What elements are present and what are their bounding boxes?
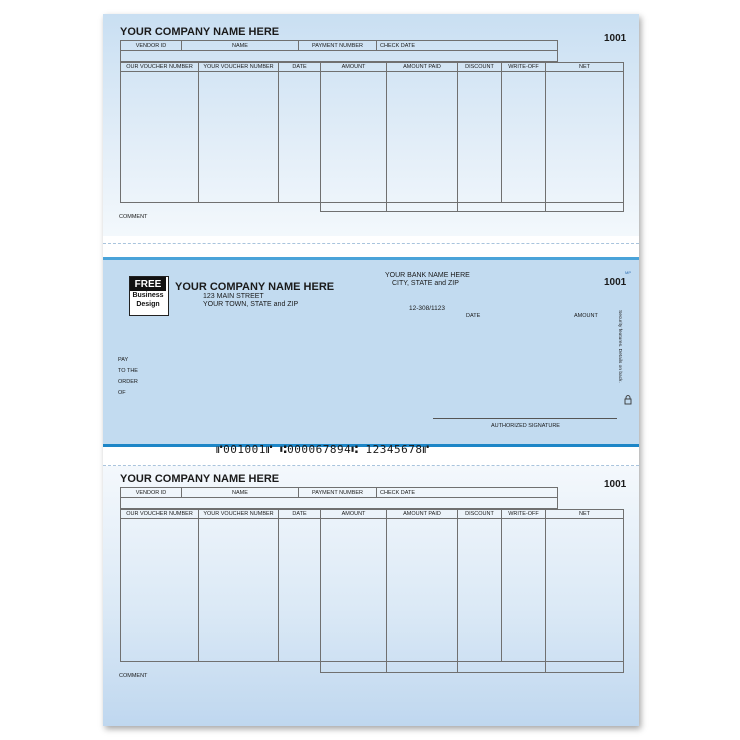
bottom-totals-divider-1 <box>386 661 458 673</box>
comment-label: COMMENT <box>119 214 148 220</box>
col-discount <box>457 71 502 203</box>
col-header-date: DATE <box>278 62 321 72</box>
address-line-1: 123 MAIN STREET <box>203 293 264 300</box>
logo-free-text: FREE <box>130 277 166 291</box>
bottom-col-header-date: DATE <box>278 509 321 519</box>
top-perforation <box>103 243 639 244</box>
col-header-your-voucher: YOUR VOUCHER NUMBER <box>198 62 279 72</box>
bank-name: YOUR BANK NAME HERE <box>385 272 470 279</box>
bottom-col-header-amount-paid: AMOUNT PAID <box>386 509 458 519</box>
bottom-col-write-off <box>501 518 546 662</box>
bottom-payment-number-label: PAYMENT NUMBER <box>298 487 377 498</box>
vendor-id-label: VENDOR ID <box>120 40 182 51</box>
micr-line: ⑈001001⑈ ⑆000067894⑆ 12345678⑈ <box>216 443 430 456</box>
bottom-totals-divider-3 <box>545 661 624 673</box>
check-number: 1001 <box>604 277 627 288</box>
bottom-col-date <box>278 518 321 662</box>
bottom-stub-check-number: 1001 <box>604 479 627 490</box>
logo-design-text: Design <box>136 301 160 308</box>
bottom-col-amount <box>320 518 387 662</box>
routing-fraction: 12-308/1123 <box>409 305 446 312</box>
payment-number-label: PAYMENT NUMBER <box>298 40 377 51</box>
col-our-voucher <box>120 71 199 203</box>
bottom-totals-divider-2 <box>457 661 546 673</box>
bottom-col-header-write-off: WRITE-OFF <box>501 509 546 519</box>
col-header-write-off: WRITE-OFF <box>501 62 546 72</box>
lock-icon <box>624 392 632 402</box>
col-amount <box>320 71 387 203</box>
bottom-col-your-voucher <box>198 518 279 662</box>
totals-divider-3 <box>545 202 624 212</box>
order-label: ORDER <box>118 379 138 385</box>
col-header-amount: AMOUNT <box>320 62 387 72</box>
address-line-2: YOUR TOWN, STATE and ZIP <box>203 301 299 308</box>
check-company-name: YOUR COMPANY NAME HERE <box>175 281 335 293</box>
check-body <box>103 260 639 444</box>
stub-field-values-row <box>120 50 558 62</box>
col-header-amount-paid: AMOUNT PAID <box>386 62 458 72</box>
col-header-net: NET <box>545 62 624 72</box>
to-the-label: TO THE <box>118 368 138 374</box>
free-business-design-logo <box>129 276 169 316</box>
date-label: DATE <box>466 313 481 319</box>
of-label: OF <box>118 390 126 396</box>
bottom-stub <box>103 466 639 726</box>
bottom-comment-label: COMMENT <box>119 673 148 679</box>
bottom-vendor-id-label: VENDOR ID <box>120 487 182 498</box>
bottom-col-header-net: NET <box>545 509 624 519</box>
bottom-col-header-discount: DISCOUNT <box>457 509 502 519</box>
top-stub <box>103 14 639 236</box>
col-your-voucher <box>198 71 279 203</box>
bottom-col-discount <box>457 518 502 662</box>
col-net <box>545 71 624 203</box>
check-date-label: CHECK DATE <box>376 40 558 51</box>
bottom-col-our-voucher <box>120 518 199 662</box>
check-sheet <box>103 14 639 726</box>
bottom-col-header-your-voucher: YOUR VOUCHER NUMBER <box>198 509 279 519</box>
bottom-col-net <box>545 518 624 662</box>
name-label: NAME <box>181 40 299 51</box>
mp-mark: MP <box>625 270 631 275</box>
bank-city: CITY, STATE and ZIP <box>392 280 459 287</box>
stub-check-number: 1001 <box>604 33 627 44</box>
bottom-stub-field-values-row <box>120 497 558 509</box>
signature-line <box>433 418 617 419</box>
bottom-col-header-our-voucher: OUR VOUCHER NUMBER <box>120 509 199 519</box>
col-write-off <box>501 71 546 203</box>
col-amount-paid <box>386 71 458 203</box>
authorized-signature-label: AUTHORIZED SIGNATURE <box>491 423 560 429</box>
security-features-text: Security features. Details on back. <box>617 310 622 383</box>
col-header-our-voucher: OUR VOUCHER NUMBER <box>120 62 199 72</box>
amount-label: AMOUNT <box>574 313 598 319</box>
bottom-stub-company-name: YOUR COMPANY NAME HERE <box>120 473 280 485</box>
totals-divider-1 <box>386 202 458 212</box>
check-top-stripe <box>103 257 639 260</box>
col-header-discount: DISCOUNT <box>457 62 502 72</box>
bottom-col-header-amount: AMOUNT <box>320 509 387 519</box>
col-date <box>278 71 321 203</box>
stub-company-name: YOUR COMPANY NAME HERE <box>120 26 280 38</box>
bottom-check-date-label: CHECK DATE <box>376 487 558 498</box>
totals-divider-2 <box>457 202 546 212</box>
bottom-col-amount-paid <box>386 518 458 662</box>
pay-label: PAY <box>118 357 129 363</box>
bottom-name-label: NAME <box>181 487 299 498</box>
logo-business-text: Business <box>132 292 164 299</box>
